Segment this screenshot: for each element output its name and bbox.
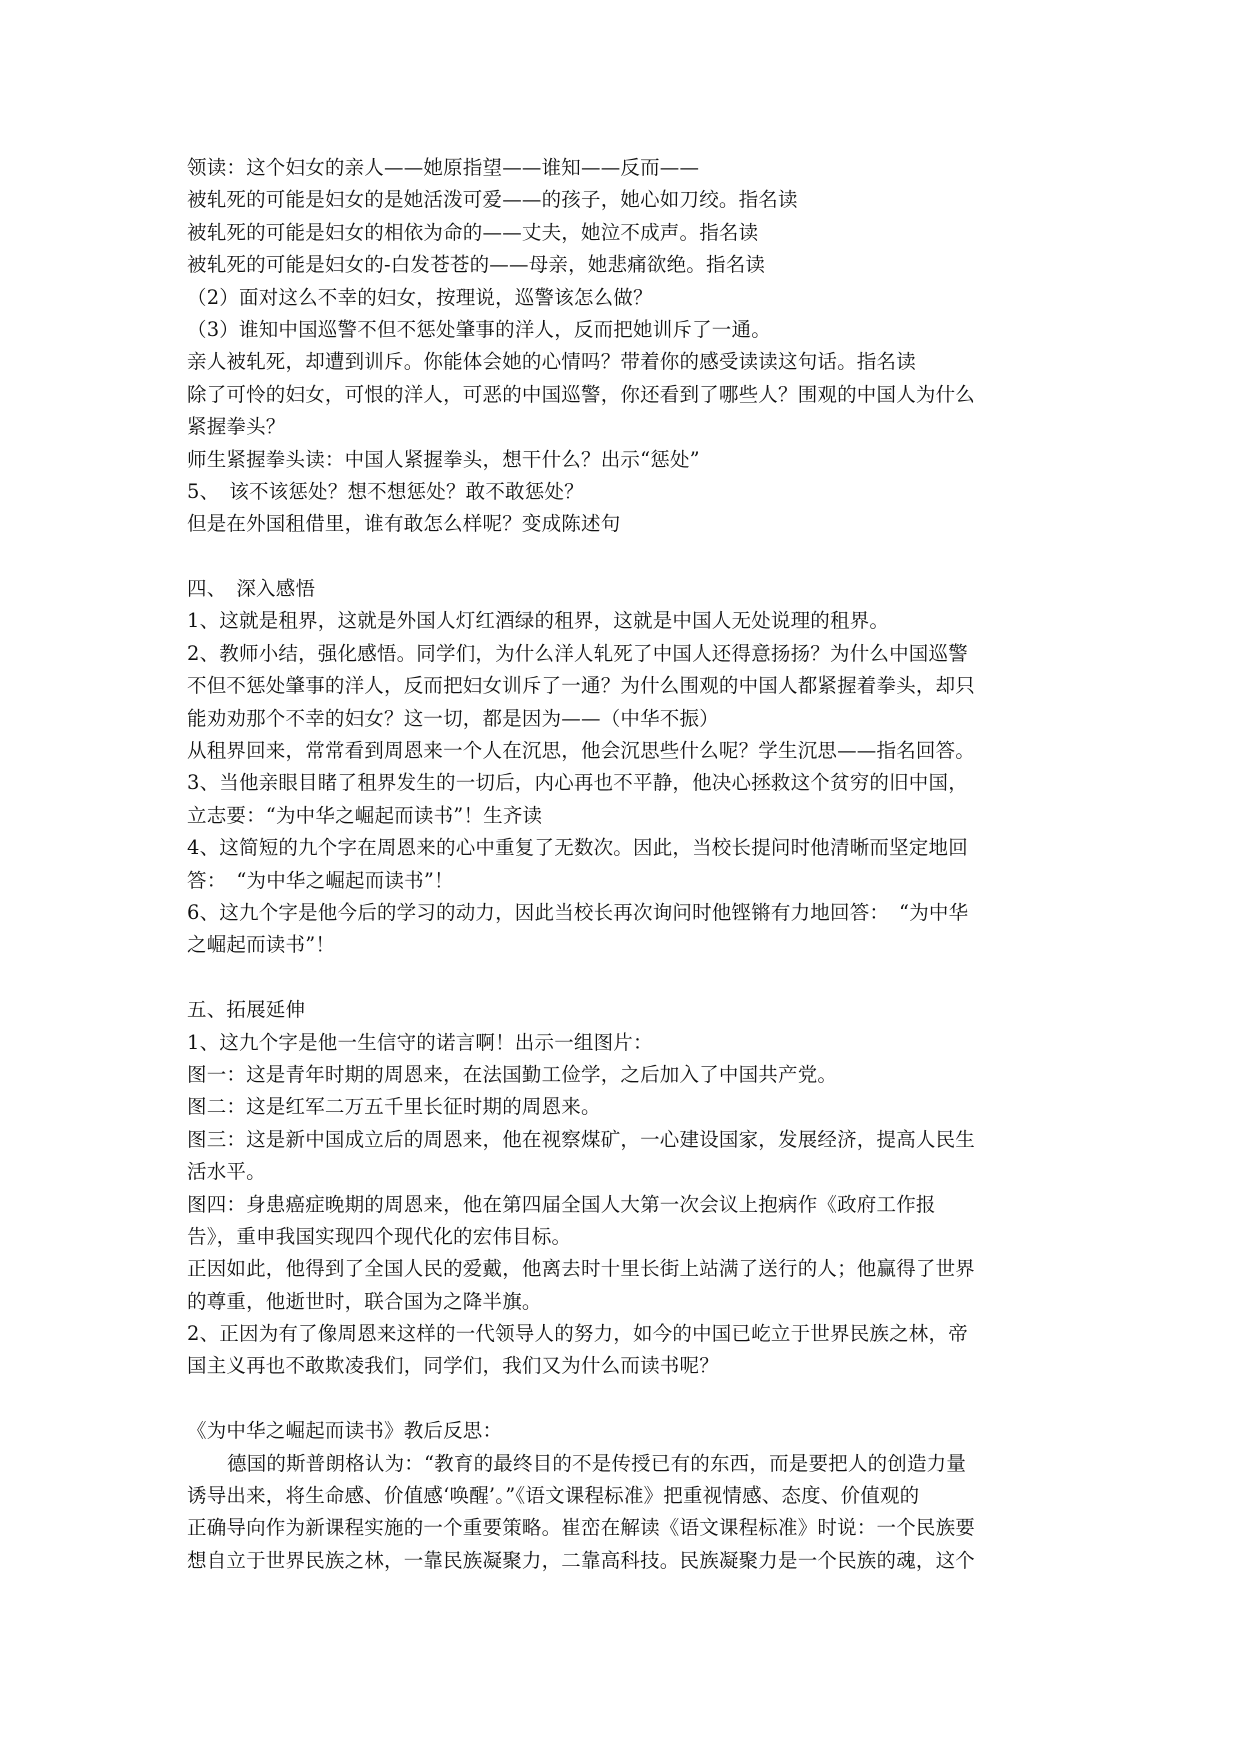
paragraph-gap — [187, 541, 1057, 573]
text-line: 亲人被轧死，却遭到训斥。你能体会她的心情吗？带着你的感受读读这句话。指名读 — [187, 350, 916, 374]
paragraph-gap — [187, 1383, 1057, 1415]
text-line: 领读：这个妇女的亲人——她原指望——谁知——反而—— — [187, 156, 700, 179]
text-line: 被轧死的可能是妇女的-白发苍苍的——母亲，她悲痛欲绝。指名读 — [187, 253, 766, 277]
text-line: 图二：这是红军二万五千里长征时期的周恩来。 — [187, 1095, 601, 1119]
text-line: 被轧死的可能是妇女的相依为命的——丈夫，她泣不成声。指名读 — [187, 220, 759, 244]
text-line: 图一：这是青年时期的周恩来，在法国勤工俭学，之后加入了中国共产党。 — [187, 1062, 838, 1086]
text-line: 国主义再也不敢欺凌我们，同学们，我们又为什么而读书呢？ — [187, 1354, 719, 1378]
text-line: 德国的斯普朗格认为：“教育的最终目的不是传授已有的东西，而是要把人的创造力量 — [227, 1451, 967, 1475]
text-line: 正确导向作为新课程实施的一个重要策略。崔峦在解读《语文课程标准》时说：一个民族要 — [187, 1516, 976, 1540]
document-body — [187, 152, 1057, 1577]
text-line: 告》，重申我国实现四个现代化的宏伟目标。 — [187, 1224, 572, 1248]
text-line: 师生紧握拳头读：中国人紧握拳头，想干什么？出示“惩处” — [187, 447, 700, 471]
section-4 — [187, 573, 1057, 962]
section-5 — [187, 994, 1057, 1383]
reflection-title: 《为中华之崛起而读书》教后反思： — [187, 1419, 503, 1443]
text-line: 1、这就是租界，这就是外国人灯红酒绿的租界，这就是中国人无处说理的租界。 — [187, 609, 890, 633]
text-line: 除了可怜的妇女，可恨的洋人，可恶的中国巡警，你还看到了哪些人？围观的中国人为什么 — [187, 382, 976, 406]
text-line: 2、正因为有了像周恩来这样的一代领导人的努力，如今的中国已屹立于世界民族之林，帝 — [187, 1322, 968, 1346]
section-heading: 五、拓展延伸 — [187, 998, 306, 1022]
text-line: 5、 该不该惩处？想不想惩处？敢不敢惩处？ — [187, 479, 584, 503]
section-3-continued — [187, 152, 1057, 541]
text-line: 能劝劝那个不幸的妇女？这一切，都是因为——（中华不振） — [187, 706, 719, 730]
section-heading: 四、 深入感悟 — [187, 577, 316, 601]
text-line: 1、这九个字是他一生信守的诺言啊！出示一组图片： — [187, 1030, 653, 1054]
paragraph-gap — [187, 962, 1057, 994]
text-line: 3、当他亲眼目睹了租界发生的一切后，内心再也不平静，他决心拯救这个贫穷的旧中国， — [187, 771, 968, 795]
text-line: 不但不惩处肇事的洋人，反而把妇女训斥了一通？为什么围观的中国人都紧握着拳头，却只 — [187, 674, 976, 698]
text-line: 的尊重，他逝世时，联合国为之降半旗。 — [187, 1289, 542, 1313]
text-line: 正因如此，他得到了全国人民的爱戴，他离去时十里长街上站满了送行的人；他赢得了世界 — [187, 1257, 976, 1281]
text-line: 图三：这是新中国成立后的周恩来，他在视察煤矿，一心建设国家，发展经济，提高人民生 — [187, 1127, 976, 1151]
text-line: 立志要：“为中华之崛起而读书”！生齐读 — [187, 803, 543, 827]
text-line: 6、这九个字是他今后的学习的动力，因此当校长再次询问时他铿锵有力地回答： “为中华 — [187, 900, 969, 924]
text-line: 2、教师小结，强化感悟。同学们，为什么洋人轧死了中国人还得意扬扬？为什么中国巡警 — [187, 641, 968, 665]
text-line: 4、这简短的九个字在周恩来的心中重复了无数次。因此，当校长提问时他清晰而坚定地回 — [187, 836, 968, 860]
text-line: （3）谁知中国巡警不但不惩处肇事的洋人，反而把她训斥了一通。 — [187, 317, 771, 341]
text-line: 诱导出来，将生命感、价值感‘唤醒’。”《语文课程标准》把重视情感、态度、价值观的 — [187, 1484, 920, 1508]
text-line: 活水平。 — [187, 1160, 266, 1184]
text-line: 但是在外国租借里，谁有敢怎么样呢？变成陈述句 — [187, 512, 621, 536]
text-line: 从租界回来，常常看到周恩来一个人在沉思，他会沉思些什么呢？学生沉思——指名回答。 — [187, 739, 976, 763]
text-line: 答： “为中华之崛起而读书”！ — [187, 868, 454, 892]
reflection-section — [187, 1415, 1057, 1577]
text-line: 想自立于世界民族之林，一靠民族凝聚力，二靠高科技。民族凝聚力是一个民族的魂，这个 — [187, 1548, 976, 1572]
text-line: （2）面对这么不幸的妇女，按理说，巡警该怎么做？ — [187, 285, 653, 309]
text-line: 图四：身患癌症晚期的周恩来，他在第四届全国人大第一次会议上抱病作《政府工作报 — [187, 1192, 936, 1216]
text-line: 被轧死的可能是妇女的是她活泼可爱——的孩子，她心如刀绞。指名读 — [187, 188, 798, 212]
text-line: 之崛起而读书”！ — [187, 933, 336, 957]
text-line: 紧握拳头？ — [187, 415, 286, 439]
